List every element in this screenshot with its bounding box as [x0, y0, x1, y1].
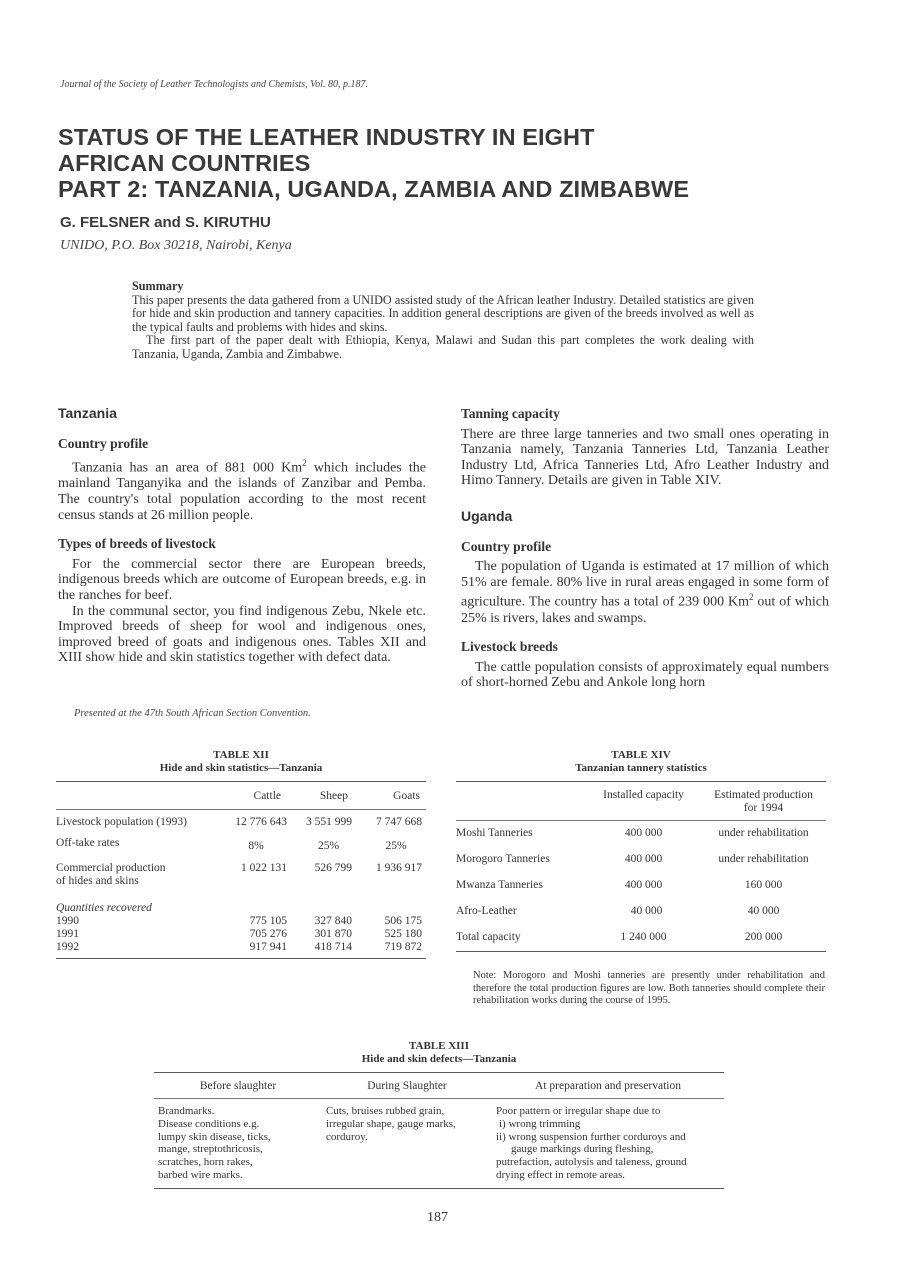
subheading-breeds: Types of breeds of livestock	[58, 536, 216, 552]
summary-paragraph: This paper presents the data gathered from a UNIDO assisted study of the African leather Industry. Detailed statistics are given for hide and skin production and tannery capacities. In addition general descriptions are given of the breeds involved as well as the typical faults and problems with hides and skins.	[132, 292, 754, 334]
paragraph-tanning-capacity: There are three large tanneries and two small ones operating in Tanzania namely, Tanzania Tanneries Ltd, Tanzania Leather Industry Ltd, Africa Tanneries Ltd, Afro Leather Industry and Himo Tannery. Details are given in Table XIV.	[461, 426, 829, 489]
paragraph-breeds: For the commercial sector there are European breeds, indigenous breeds which are outcome of European breeds, e.g. in the ranches for beef.	[58, 556, 426, 603]
cell: under rehabilitation	[718, 853, 809, 865]
table-caption: Tanzanian tannery statistics	[575, 762, 707, 774]
line: putrefaction, autolysis and taleness, ground	[496, 1156, 687, 1169]
paragraph-livestock-breeds: The cattle population consists of approximately equal numbers of short-horned Zebu and Ankole long horn	[461, 659, 829, 691]
label-line: of hides and skins	[56, 875, 139, 887]
authors: G. FELSNER and S. KIRUTHU	[60, 214, 271, 231]
line: Disease conditions e.g.	[158, 1117, 260, 1130]
summary-heading: Summary	[132, 279, 184, 293]
row-label: 1990	[56, 915, 79, 927]
text-span: The population of Uganda is estimated at 17 million of which 51% are female. 80% live in rural areas engaged in some form of agriculture. The country has a total of 239 000 Km	[461, 559, 829, 610]
subheading-tanning-capacity: Tanning capacity	[461, 406, 560, 421]
line: Poor pattern or irregular shape due to	[496, 1105, 661, 1117]
presented-note: Presented at the 47th South African Section Convention.	[74, 708, 311, 719]
subheading-livestock-breeds: Livestock breeds	[461, 639, 558, 655]
column-header: Cattle	[211, 782, 291, 810]
row-label: Mwanza Tanneries	[456, 879, 543, 891]
table-row	[456, 821, 826, 848]
row-label	[56, 852, 211, 888]
cell-during-slaughter	[322, 1099, 492, 1189]
title-line: STATUS OF THE LEATHER INDUSTRY IN EIGHT	[58, 124, 595, 150]
line: barbed wire marks.	[158, 1168, 243, 1181]
cell-before-slaughter	[154, 1099, 322, 1189]
row-label: Total capacity	[456, 931, 521, 943]
cell: 1 936 917	[376, 862, 422, 874]
cell: 12 776 643	[235, 816, 287, 828]
cell: 1 240 000	[620, 931, 667, 943]
cell: 418 714	[314, 941, 352, 953]
line: mange, streptothricosis,	[158, 1143, 263, 1156]
text-span: which includes the mainland Tanganyika and the islands of Zanzibar and Pemba. The country's total population according to the most recent census stands at 26 million people.	[58, 460, 426, 523]
table-header-row	[154, 1073, 724, 1099]
cell: 7 747 668	[376, 816, 422, 828]
cell: 719 872	[384, 941, 422, 953]
cell: 40 000	[630, 905, 663, 917]
cell: 301 870	[314, 928, 352, 940]
table-row	[56, 928, 426, 941]
row-label: 1991	[56, 928, 79, 940]
column-header	[701, 782, 826, 821]
line: Brandmarks.	[158, 1105, 215, 1117]
paragraph-country-profile	[461, 559, 829, 626]
row-label: Morogoro Tanneries	[456, 853, 550, 865]
column-header: At preparation and preservation	[492, 1073, 724, 1099]
table-row	[456, 899, 826, 925]
cell: 3 551 999	[306, 816, 352, 828]
article-title	[58, 124, 818, 202]
table-row	[56, 852, 426, 888]
cell: 705 276	[249, 928, 287, 940]
line: irregular shape, gauge marks,	[326, 1117, 456, 1130]
text-span: out of which 25% is rivers, lakes and swamps.	[461, 595, 830, 626]
superscript: 2	[302, 458, 307, 469]
subheading-country-profile: Country profile	[461, 538, 552, 554]
superscript: 2	[749, 592, 754, 603]
column-header: Sheep	[291, 782, 356, 810]
row-label: Afro-Leather	[456, 905, 517, 917]
journal-citation: Journal of the Society of Leather Technologists and Chemists, Vol. 80, p.187.	[60, 79, 368, 90]
label-line: Commercial production	[56, 862, 166, 874]
list-item: ii) wrong suspension further corduroys and	[496, 1130, 686, 1143]
cell: 160 000	[744, 879, 783, 891]
line: drying effect in remote areas.	[496, 1168, 625, 1181]
left-column	[58, 406, 426, 666]
cell: 25%	[385, 840, 407, 852]
cell: 917 941	[249, 941, 287, 953]
cell: 525 180	[384, 928, 422, 940]
table-row	[456, 847, 826, 873]
paragraph-breeds: In the communal sector, you find indigenous Zebu, Nkele etc. Improved breeds of sheep for wool and indigenous ones, improved breed of goats and indigenous ones. Tables XII and XIII show hide and skin statistics together with defect data.	[58, 603, 426, 666]
row-label: Livestock population (1993)	[56, 816, 187, 828]
cell: under rehabilitation	[718, 827, 809, 839]
paragraph-country-profile	[58, 456, 426, 523]
tannery-statistics-table	[456, 781, 826, 952]
column-header: Goats	[356, 782, 426, 810]
hide-skin-defects-table	[154, 1072, 724, 1189]
table-header-row	[456, 782, 826, 821]
header-line: Estimated production	[714, 789, 813, 801]
table-xiii	[154, 1040, 724, 1189]
cell: 775 105	[249, 915, 287, 927]
line: scratches, horn rakes,	[158, 1156, 253, 1169]
cell: 400 000	[624, 827, 663, 839]
page-number: 187	[427, 1210, 448, 1225]
table-number: TABLE XII	[213, 749, 269, 761]
table-xii	[56, 749, 426, 959]
table-row	[154, 1099, 724, 1189]
table-row	[456, 873, 826, 899]
cell-preparation	[492, 1099, 724, 1189]
summary-paragraph: The first part of the paper dealt with Ethiopia, Kenya, Malawi and Sudan this part completes the work dealing with Tanzania, Uganda, Zambia and Zimbabwe.	[132, 333, 754, 361]
cell: 1 022 131	[241, 862, 287, 874]
table-number: TABLE XIII	[408, 1040, 469, 1052]
section-title-tanzania: Tanzania	[58, 405, 117, 421]
cell: 526 799	[314, 862, 352, 874]
table-xiv	[456, 749, 826, 952]
affiliation: UNIDO, P.O. Box 30218, Nairobi, Kenya	[60, 238, 292, 253]
table-row	[56, 810, 426, 829]
line: Cuts, bruises rubbed grain,	[326, 1105, 445, 1117]
cell: 506 175	[384, 915, 422, 927]
table-subheading-row	[56, 888, 426, 915]
title-line: AFRICAN COUNTRIES	[58, 150, 311, 176]
table-xiv-note: Note: Morogoro and Moshi tanneries are presently under rehabilitation and therefore the total production figures are low. Both tanneries should complete their rehabilitation works during the course of 1995.	[473, 970, 825, 1006]
line: lumpy skin disease, ticks,	[158, 1130, 271, 1143]
subheading-quantities-recovered: Quantities recovered	[56, 902, 152, 914]
table-number: TABLE XIV	[611, 749, 671, 761]
cell: 200 000	[744, 931, 783, 943]
row-label: Moshi Tanneries	[456, 827, 533, 839]
column-header	[56, 782, 211, 810]
subheading-country-profile: Country profile	[58, 435, 149, 451]
column-header: During Slaughter	[322, 1073, 492, 1099]
table-row	[56, 828, 426, 852]
table-header-row	[56, 782, 426, 810]
table-caption: Hide and skin defects—Tanzania	[361, 1053, 517, 1065]
cell: 400 000	[624, 853, 663, 865]
column-header: Before slaughter	[154, 1073, 322, 1099]
section-title-uganda: Uganda	[461, 507, 513, 524]
summary-block	[132, 280, 754, 361]
cell: 400 000	[624, 879, 663, 891]
line: corduroy.	[326, 1130, 368, 1143]
cell: 327 840	[314, 915, 352, 927]
header-line: for 1994	[743, 802, 784, 814]
table-row	[56, 915, 426, 928]
text-span: Tanzania has an area of 881 000 Km	[72, 460, 303, 476]
table-row	[56, 941, 426, 959]
column-header	[456, 782, 586, 821]
title-line: PART 2: TANZANIA, UGANDA, ZAMBIA AND ZIMBABWE	[58, 176, 690, 202]
cell: 25%	[317, 840, 340, 852]
table-row-total	[456, 925, 826, 952]
list-item: i) wrong trimming	[499, 1117, 581, 1130]
table-caption: Hide and skin statistics—Tanzania	[159, 762, 323, 774]
cell: 8%	[248, 840, 264, 852]
row-label: 1992	[56, 941, 79, 953]
right-column	[461, 406, 829, 691]
column-header: Installed capacity	[586, 782, 701, 821]
line: gauge markings during fleshing,	[511, 1143, 654, 1156]
cell: 40 000	[747, 905, 780, 917]
row-label: Off-take rates	[56, 837, 120, 849]
hide-skin-statistics-table	[56, 781, 426, 959]
